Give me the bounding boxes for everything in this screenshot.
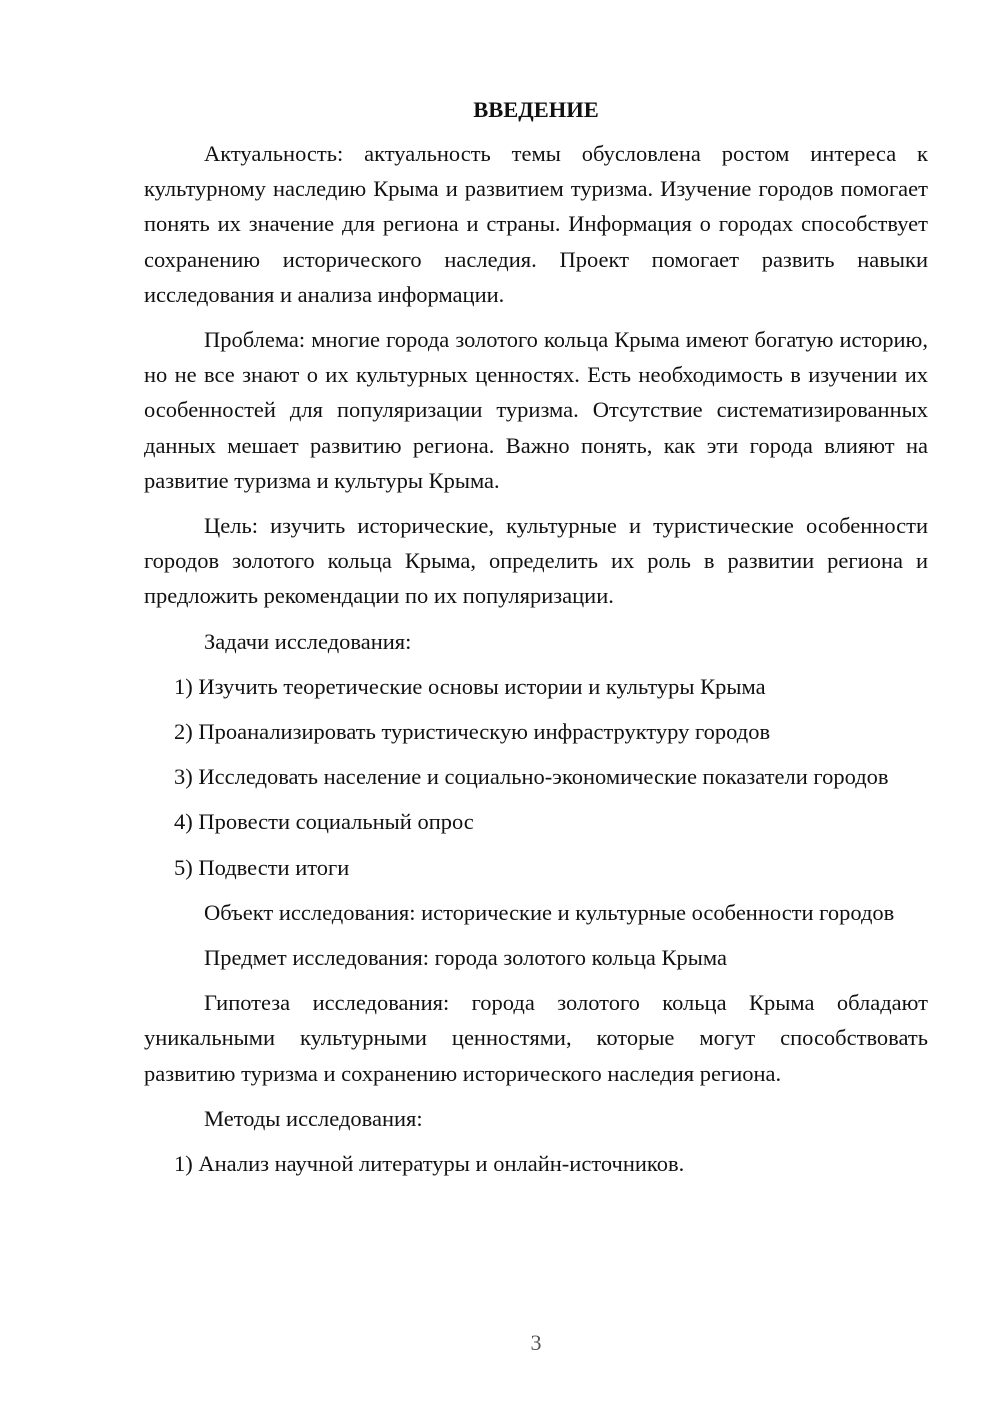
problem-paragraph: Проблема: многие города золотого кольца Крыма имеют богатую историю, но не все знают о их культурных ценностях. Есть необходимость в изучении их особенностей для популяризации туризма. Отсутствие систематизированных данных мешает развитию региона. Важно понять, как эти города влияют на развитие туризма и культуры Крыма. xyxy=(144,327,928,493)
hypothesis-paragraph: Гипотеза исследования: города золотого кольца Крыма обладают уникальными культурными ценностями, которые могут способствовать развитию туризма и сохранению исторического наследия региона. xyxy=(144,990,928,1086)
methods-heading: Методы исследования: xyxy=(204,1105,423,1131)
document-body xyxy=(144,90,928,1191)
subject-paragraph: Предмет исследования: города золотого кольца Крыма xyxy=(204,945,727,971)
task-item-2: 2) Проанализировать туристическую инфраструктуру городов xyxy=(174,719,771,745)
page-title: ВВЕДЕНИЕ xyxy=(473,97,599,122)
object-paragraph: Объект исследования: исторические и культурные особенности городов xyxy=(204,899,895,925)
relevance-paragraph: Актуальность: актуальность темы обусловлена ростом интереса к культурному наследию Крыма и развитием туризма. Изучение городов помогает понять их значение для региона и страны. Информация о городах способствует сохранению исторического наследия. Проект помогает развить навыки исследования и анализа информации. xyxy=(144,141,928,307)
page-number: 3 xyxy=(530,1330,542,1355)
goal-paragraph: Цель: изучить исторические, культурные и туристические особенности городов золотого кольца Крыма, определить их роль в развитии региона и предложить рекомендации по их популяризации. xyxy=(144,513,928,609)
task-item-4: 4) Провести социальный опрос xyxy=(174,809,474,835)
task-item-1: 1) Изучить теоретические основы истории и культуры Крыма xyxy=(174,673,766,699)
task-item-5: 5) Подвести итоги xyxy=(174,854,350,880)
tasks-heading: Задачи исследования: xyxy=(204,628,412,654)
method-item-1: 1) Анализ научной литературы и онлайн-источников. xyxy=(174,1151,685,1177)
task-item-3: 3) Исследовать население и социально-экономические показатели городов xyxy=(174,764,889,790)
